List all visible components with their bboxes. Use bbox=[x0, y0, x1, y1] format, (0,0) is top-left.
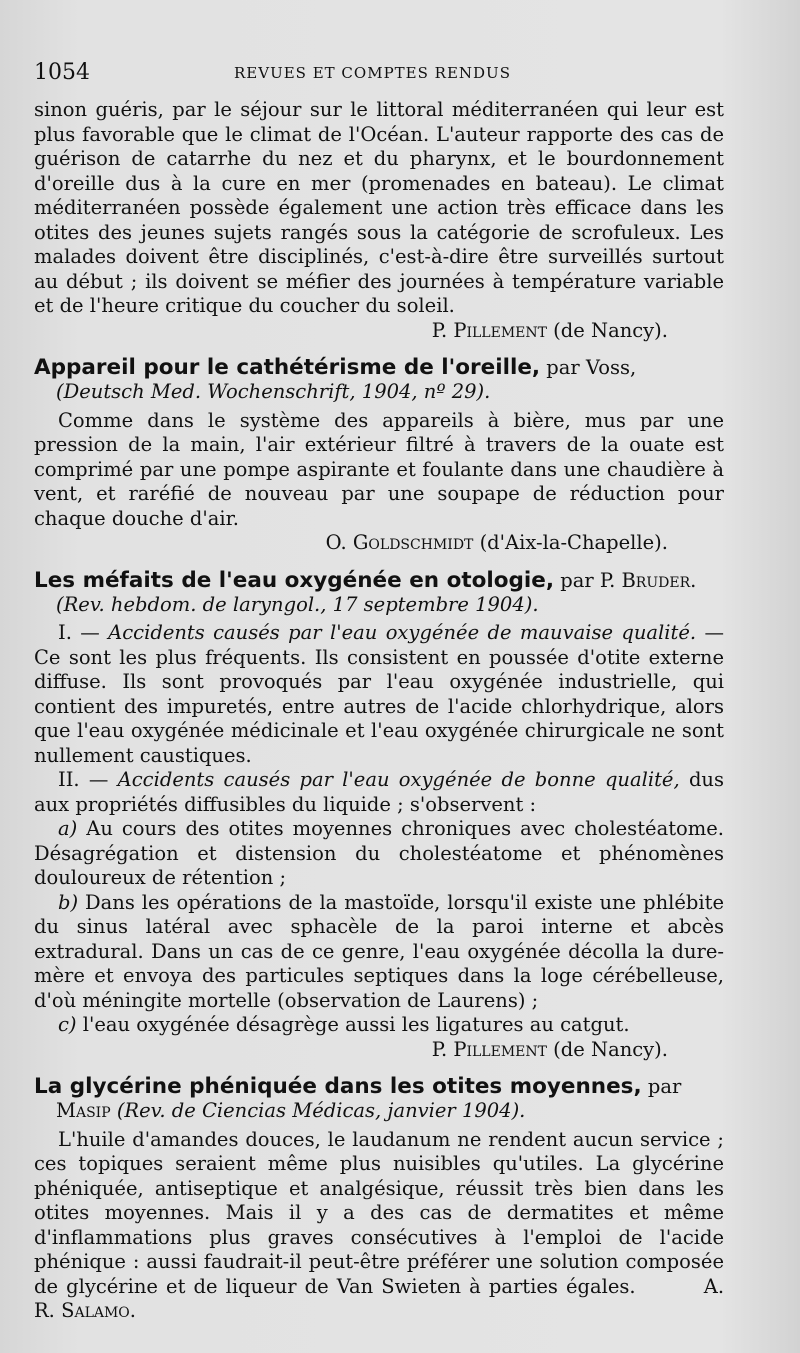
article-author: Masip bbox=[56, 1099, 111, 1122]
article-source-2: (Rev. hebdom. de laryngol., 17 septembre 1904). bbox=[56, 592, 539, 616]
page-header bbox=[34, 60, 760, 90]
article-signature-2: P. Pillement (de Nancy). bbox=[431, 1037, 668, 1061]
signature-name: Pillement bbox=[453, 318, 547, 342]
article-body-1: Comme dans le système des appareils à bière, mus par une pression de la main, l'air extérieur filtré à travers de la ouate est comprimé par une pompe aspirante et foulante dans une chaudière à vent, et raréfié de nouveau par une soupape de réduction pour chaque douche d'air. bbox=[34, 408, 724, 530]
article-source-3: Masip (Rev. de Ciencias Médicas, janvier 1904). bbox=[56, 1099, 526, 1122]
list-item-c: c) l'eau oxygénée désagrège aussi les ligatures au catgut. bbox=[58, 1013, 630, 1036]
article-title-3: La glycérine phéniquée dans les otites moyennes, par bbox=[34, 1074, 682, 1099]
signature-name: Goldschmidt bbox=[352, 531, 474, 554]
article-title-1 bbox=[34, 355, 724, 380]
article-heading: Les méfaits de l'eau oxygénée en otologie, bbox=[34, 567, 555, 593]
article-author: par Voss, bbox=[546, 356, 637, 379]
page-number: 1054 bbox=[34, 60, 90, 85]
article-body-3: L'huile d'amandes douces, le laudanum ne rendent aucun service ; ces topiques seraient même plus nuisibles qu'utiles. La glycérine phéniquée, antiseptique et analgésique, réussit très bien dans les otites moyennes. Mais il y a des cas de dermatites et même d'inflammations plus graves consécutives à l'emploi de l'acide phénique : aussi faudrait-il peut-être préférer une solution composée de glycérine et de liqueur de Van Swieten à parties égales. A. R. Salamo. bbox=[34, 1127, 725, 1322]
signature-name: Pillement bbox=[453, 1037, 547, 1061]
intro-paragraph: sinon guéris, par le séjour sur le littoral méditerranéen qui leur est plus favorable que le climat de l'Océan. L'auteur rapporte des cas de guérison de catarrhe du nez et du pharynx, et le bourdonnement d'oreille dus à la cure en mer (promenades en bateau). Le climat méditerranéen possède également une action très efficace dans les otites des jeunes sujets rangés sous la catégorie de scrofuleux. Les malades doivent être disciplinés, c'est-à-dire être surveillés surtout au début ; ils doivent se méfier des journées à température variable et de l'heure critique du coucher du soleil. bbox=[34, 98, 724, 317]
article-signature-1: O. Goldschmidt (d'Aix-la-Chapelle). bbox=[325, 531, 668, 554]
page-content bbox=[34, 98, 724, 1324]
article-title-2: Les méfaits de l'eau oxygénée en otologie, par P. Bruder. bbox=[34, 567, 697, 593]
list-item-b: b) Dans les opérations de la mastoïde, lorsqu'il existe une phlébite du sinus latéral avec sphacèle de la paroi interne et abcès extradural. Dans un cas de ce genre, l'eau oxygénée décolla la dure-mère et envoya des particules septiques dans la loge cérébelleuse, d'où méningite mortelle (observation de Laurens) ; bbox=[34, 890, 724, 1012]
intro-signature: P. Pillement (de Nancy). bbox=[431, 318, 668, 342]
article-section-2: II. — Accidents causés par l'eau oxygénée de bonne qualité, dus aux propriétés diffusibles du liquide ; s'observent : bbox=[34, 768, 725, 816]
running-head: REVUES ET COMPTES RENDUS bbox=[234, 64, 511, 82]
article-author: Bruder. bbox=[621, 568, 697, 592]
article-source-1: (Deutsch Med. Wochenschrift, 1904, nº 29). bbox=[56, 380, 491, 403]
list-item-a: a) Au cours des otites moyennes chroniques avec cholestéatome. Désagrégation et distension du cholestéatome et phénomènes douloureux de rétention ; bbox=[34, 817, 724, 889]
article-heading: Appareil pour le cathétérisme de l'oreille, bbox=[34, 355, 541, 380]
article-section-1: I. — Accidents causés par l'eau oxygénée de mauvaise qualité. — Ce sont les plus fréquents. Ils consistent en poussée d'otite externe diffuse. Ils sont provoqués par l'eau oxygénée industrielle, qui contient des impuretés, entre autres de l'acide chlorhydrique, alors que l'eau oxygénée médicinale et l'eau oxygénée chirurgicale ne sont nullement caustiques. bbox=[34, 621, 724, 767]
signature-name: Salamo. bbox=[61, 1299, 136, 1322]
article-heading: La glycérine phéniquée dans les otites moyennes, bbox=[34, 1074, 642, 1099]
